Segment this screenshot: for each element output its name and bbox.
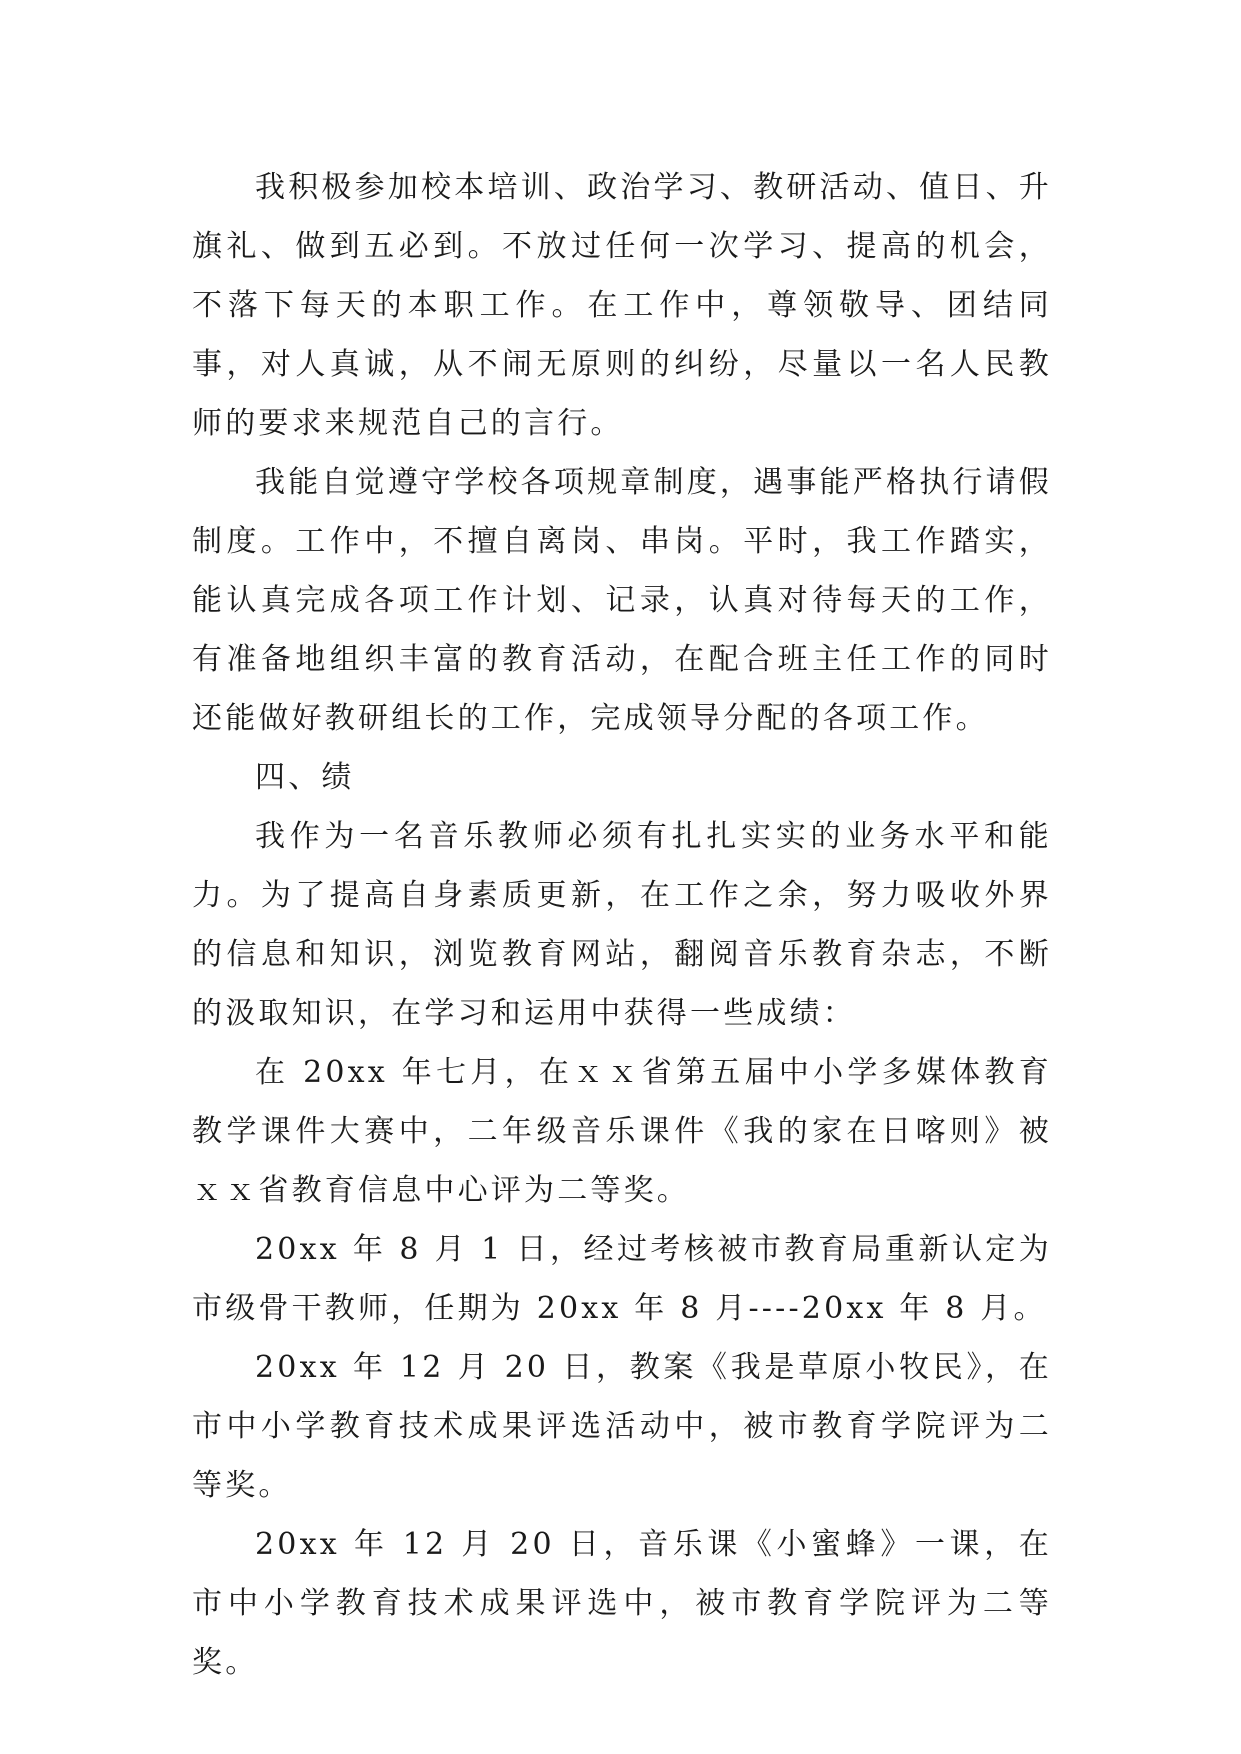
section-heading: 四、绩 <box>255 760 355 795</box>
paragraph-award-courseware: 在 20xx 年七月，在ｘｘ省第五届中小学多媒体教育教学课件大赛中，二年级音乐课件《我的家在日喀则》被ｘｘ省教育信息中心评为二等奖。 <box>192 1055 1052 1208</box>
paragraph-achievements-intro: 我作为一名音乐教师必须有扎扎实实的业务水平和能力。为了提高自身素质更新，在工作之余，努力吸收外界的信息和知识，浏览教育网站，翻阅音乐教育杂志，不断的汲取知识，在学习和运用中获得一些成绩： <box>192 819 1052 1031</box>
document-body <box>192 158 1052 1692</box>
paragraph-training: 我积极参加校本培训、政治学习、教研活动、值日、升旗礼、做到五必到。不放过任何一次学习、提高的机会，不落下每天的本职工作。在工作中，尊领敬导、团结同事，对人真诚，从不闹无原则的纠纷，尽量以一名人民教师的要求来规范自己的言行。 <box>192 170 1052 441</box>
paragraph-award-music-lesson: 20xx 年 12 月 20 日，音乐课《小蜜蜂》一课，在市中小学教育技术成果评选中，被市教育学院评为二等奖。 <box>192 1527 1052 1680</box>
paragraph-award-lesson-plan: 20xx 年 12 月 20 日，教案《我是草原小牧民》，在市中小学教育技术成果评选活动中，被市教育学院评为二等奖。 <box>192 1350 1052 1503</box>
paragraph-backbone-teacher: 20xx 年 8 月 1 日，经过考核被市教育局重新认定为市级骨干教师，任期为 20xx 年 8 月----20xx 年 8 月。 <box>192 1232 1052 1326</box>
paragraph-discipline: 我能自觉遵守学校各项规章制度，遇事能严格执行请假制度。工作中，不擅自离岗、串岗。平时，我工作踏实，能认真完成各项工作计划、记录，认真对待每天的工作，有准备地组织丰富的教育活动，在配合班主任工作的同时还能做好教研组长的工作，完成领导分配的各项工作。 <box>192 465 1052 736</box>
